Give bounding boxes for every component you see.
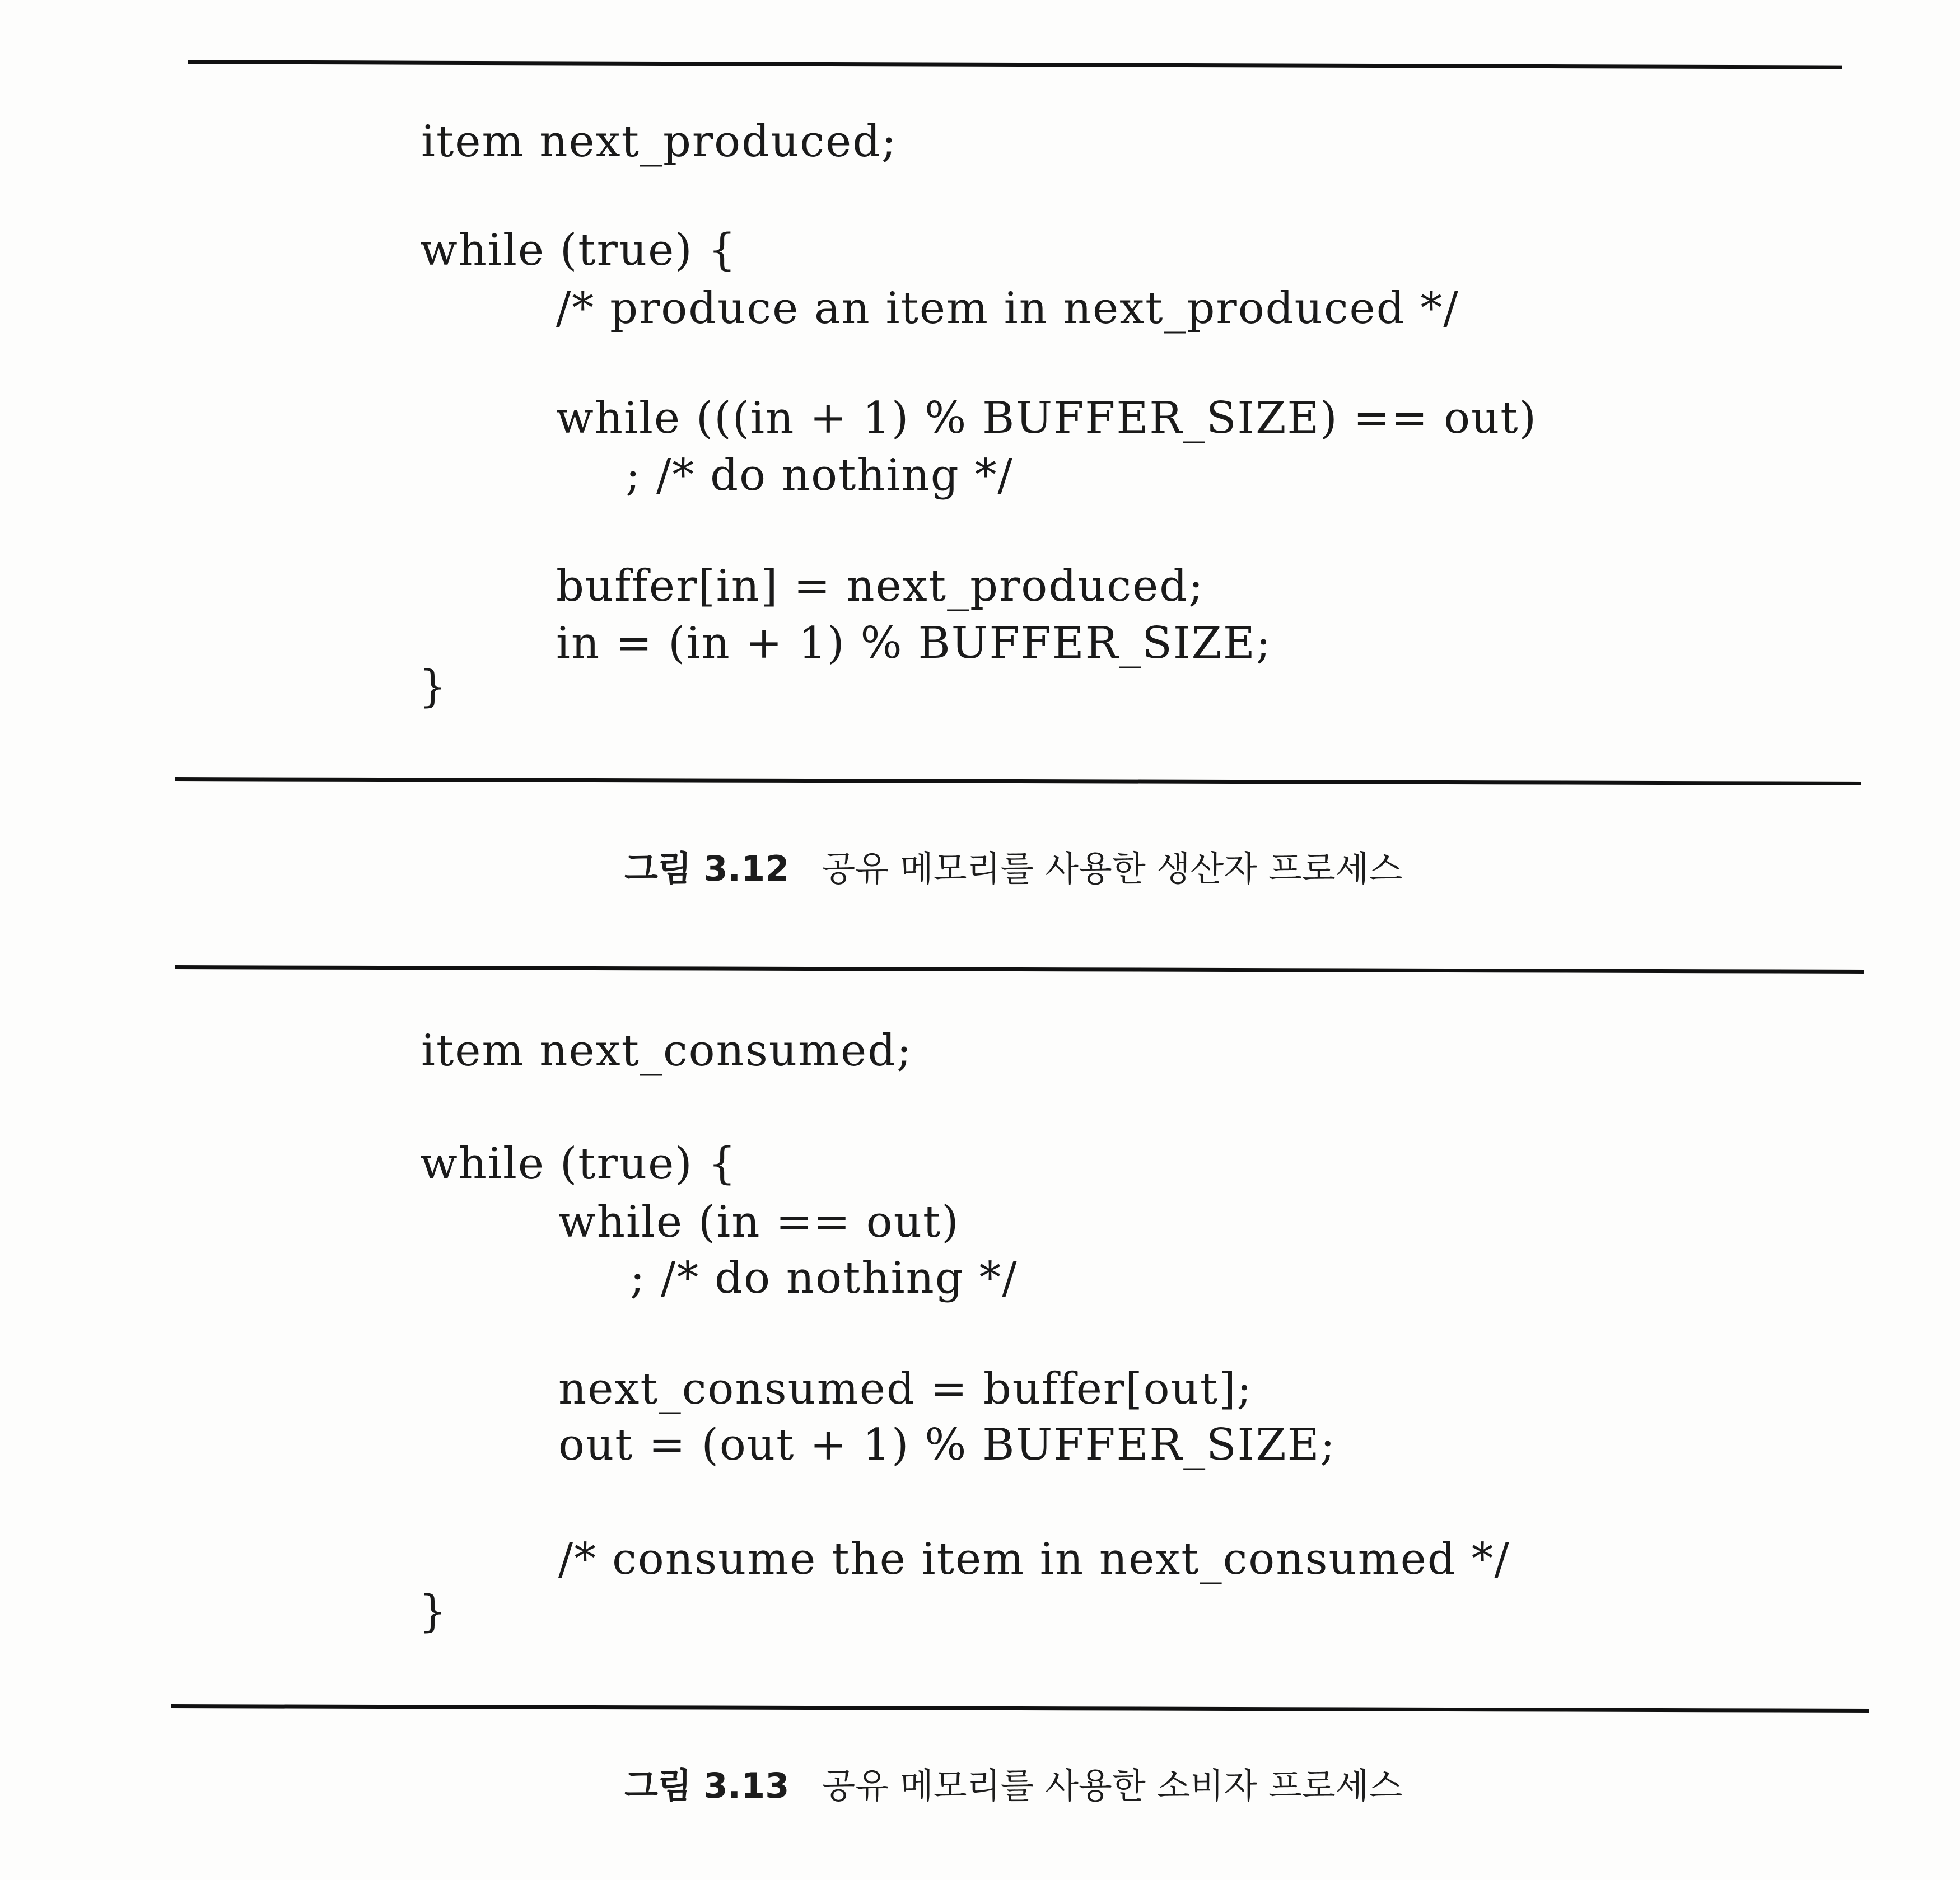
figure-caption-text: 공유 메모리를 사용한 소비자 프로세스 xyxy=(822,1765,1403,1806)
code-line: while (((in + 1) % BUFFER_SIZE) == out) xyxy=(556,393,1538,443)
code-line: } xyxy=(419,1587,448,1637)
code-line: ; /* do nothing */ xyxy=(626,450,1014,501)
code-line: /* consume the item in next_consumed */ xyxy=(558,1534,1510,1584)
code-line: item next_consumed; xyxy=(421,1026,913,1076)
code-line: while (true) { xyxy=(420,1139,738,1189)
code-line: next_consumed = buffer[out]; xyxy=(558,1364,1253,1414)
code-line: buffer[in] = next_produced; xyxy=(556,561,1205,611)
bottom-rule-figure-3-13 xyxy=(171,1704,1869,1713)
code-line: while (in == out) xyxy=(558,1197,960,1247)
code-line: /* produce an item in next_produced */ xyxy=(556,283,1459,334)
code-line: } xyxy=(419,662,448,712)
code-line: ; /* do nothing */ xyxy=(630,1253,1018,1303)
code-line: while (true) { xyxy=(420,225,738,275)
top-rule-figure-3-13 xyxy=(175,965,1864,974)
bottom-rule-figure-3-12 xyxy=(175,777,1861,785)
code-line: out = (out + 1) % BUFFER_SIZE; xyxy=(558,1420,1336,1470)
figure-caption-text: 공유 메모리를 사용한 생산자 프로세스 xyxy=(822,848,1403,889)
figure-caption-3-12 xyxy=(624,841,1402,891)
code-line: item next_produced; xyxy=(421,116,898,167)
figure-caption-3-13 xyxy=(624,1758,1402,1808)
figure-number: 그림 3.12 xyxy=(624,848,790,889)
top-rule-figure-3-12 xyxy=(188,60,1842,69)
code-line: in = (in + 1) % BUFFER_SIZE; xyxy=(556,618,1272,668)
figure-number: 그림 3.13 xyxy=(624,1765,790,1806)
